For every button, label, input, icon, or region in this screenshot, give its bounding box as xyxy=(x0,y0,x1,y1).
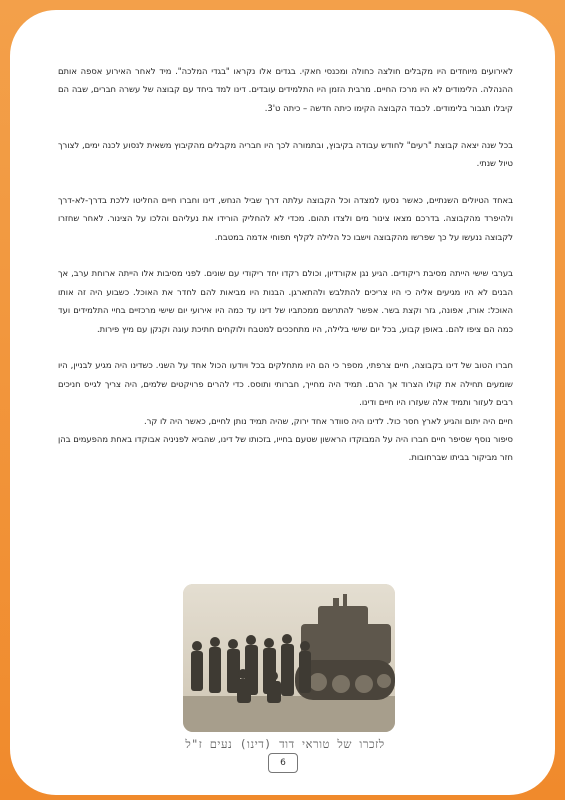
paragraph-friday-party: בערבי שישי הייתה מסיבת ריקודים. הגיע נגן אקורדיון, וכולם רקדו יחד ריקודי עם שונים. לפני מסיבות אלו הייתה ארוחת ערב, אך הבנים לא היו מגיעים אליה כי היו צריכים להתלבש ולהתארגן. הבנות היו מביאות להם לחדר את האוכל. כשבוע היה זה אותו האוכל: אורז, אפונה, גזר וקצת בשר. אפשר להתרשם ממכתביו של דינו עד כמה היו אירועי יום שישי מרכזיים בחיי התלמידים ועד כמה הם ציפו להם. באופן קבוע, בכל יום שישי בלילה, היו מתחככים למטבח ולוקחים חתיכת עוגה וקנקן עם מיץ פירות. xyxy=(58,268,513,334)
paragraph-masada-trip: באחד הטיולים השנתיים, כאשר נסעו למצדה וכל הקבוצה עלתה דרך שביל הנחש, דינו וחברו חיים החליטו ללכת בדרך-לא-דרך ולהיפרד מהקבוצה. בדרכם מצאו צינור מים ולצדו תהום. מכדי לא להחליק הורידו את נעליהם והלכו על הצינור. לאחר שחזרו לקבוצה ננעשו על כך שפרשו מהקבוצה וישבו כל הלילה לקלף תפוחי אדמה במטבח. xyxy=(58,194,513,242)
paragraph-clothing: לאירועים מיוחדים היו מקבלים חולצה כחולה ומכנסי חאקי. בגדים אלו נקראו "בגדי המלכה". מיד לאחר האירוע אספה אותם ההנהלה. הלימודים לא היו מרכז החיים. מרבית הזמן היו התלמידים עובדים. דינו למד ביחד עם קבוצה של עשרה חברים, שבה הם קיבלו תגבור בלימודים. לכבוד הקבוצה הקימו כיתה חדשה – כיתה ט'3. xyxy=(58,66,513,113)
paragraph-kibbutz-work: בכל שנה יצאה קבוצת "רעים" לחודש עבודה בקיבוץ, ובתמורה לכך היו חבריה מקבלים מהקיבוץ משאית לנסוע לכנה ימים, לצורך טיול שנתי. xyxy=(58,139,513,169)
page-number: 6 xyxy=(268,753,298,773)
paragraph-friend-chaim: חברו הטוב של דינו בקבוצה, חיים צרפתי, מספר כי הם היו מתחלקים בכל ויודעו הכול אחד על השני. כשדינו היה מגיע לבניין, היו שומעים תחילה את קולו הצרוד אך הרם. תמיד היה מחייך, חברותי ותוסס. כדי להרים פרויקטים שלמים, היה צריך לגייס חניכים רבים לעזור ותמיד אלה שעזרו היו חיים ודינו. xyxy=(58,360,513,408)
paragraph-sweater: חיים היה יתום והגיע לארץ חסר כול. לדינו היה סוודר אחד ירוק, שהיה תמיד נותן לחיים, כאשר היה לו קר. xyxy=(143,415,513,426)
article-body xyxy=(58,62,513,467)
photo-caption: לזכרו של טוראי דוד (דינו) נעים ז"ל xyxy=(185,737,385,751)
paragraph-avocado: סיפור נוסף שסיפר חיים חברו היה על המבוקדו הראשון שטעם בחייו, בזכותו של דינו, שהביא לפניניה אבוקדו באחת מהפעמים בהן חזר מביקור בביתו שברחובות. xyxy=(58,434,513,463)
soldiers-photo xyxy=(183,584,395,732)
